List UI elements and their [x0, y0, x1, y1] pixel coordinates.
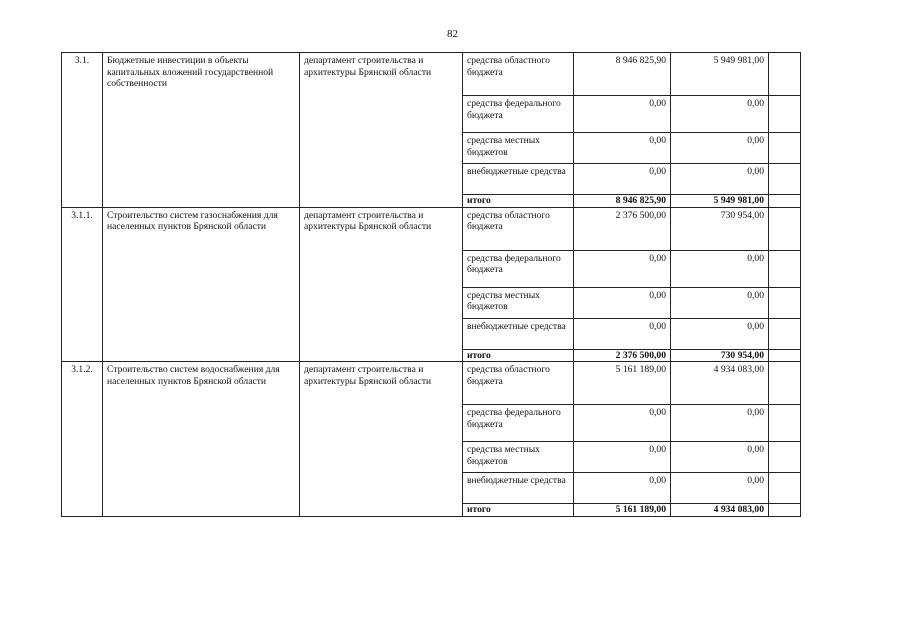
amount-2: 730 954,00	[671, 207, 769, 250]
empty-cell	[769, 207, 801, 250]
amount-2: 0,00	[671, 473, 769, 504]
amount-2: 0,00	[671, 96, 769, 133]
funding-source: внебюджетные средства	[463, 473, 574, 504]
amount-1: 0,00	[574, 164, 671, 195]
amount-2: 0,00	[671, 287, 769, 318]
item-name: Бюджетные инвестиции в объекты капитальных вложений государственной собственности	[103, 53, 300, 208]
total-amount-2: 5 949 981,00	[671, 195, 769, 208]
amount-1: 0,00	[574, 442, 671, 473]
total-amount-2: 730 954,00	[671, 349, 769, 362]
total-label: итого	[463, 195, 574, 208]
item-name: Строительство систем газоснабжения для населенных пунктов Брянской области	[103, 207, 300, 362]
funding-source: средства федерального бюджета	[463, 405, 574, 442]
table-row	[62, 53, 801, 96]
total-label: итого	[463, 349, 574, 362]
funding-source: средства местных бюджетов	[463, 287, 574, 318]
amount-1: 0,00	[574, 133, 671, 164]
amount-1: 0,00	[574, 250, 671, 287]
item-number: 3.1.	[62, 53, 103, 208]
funding-source: средства федерального бюджета	[463, 250, 574, 287]
amount-2: 5 949 981,00	[671, 53, 769, 96]
amount-1: 5 161 189,00	[574, 362, 671, 405]
item-executor: департамент строительства и архитектуры Брянской области	[300, 207, 463, 362]
amount-1: 0,00	[574, 473, 671, 504]
amount-1: 0,00	[574, 405, 671, 442]
amount-1: 8 946 825,90	[574, 53, 671, 96]
table-row	[62, 362, 801, 405]
empty-cell	[769, 442, 801, 473]
amount-1: 0,00	[574, 287, 671, 318]
empty-cell	[769, 164, 801, 195]
item-number: 3.1.2.	[62, 362, 103, 517]
amount-2: 0,00	[671, 318, 769, 349]
empty-cell	[769, 349, 801, 362]
funding-source: внебюджетные средства	[463, 318, 574, 349]
funding-source: средства областного бюджета	[463, 53, 574, 96]
table-row	[62, 207, 801, 250]
amount-2: 0,00	[671, 164, 769, 195]
empty-cell	[769, 53, 801, 96]
empty-cell	[769, 473, 801, 504]
amount-1: 0,00	[574, 96, 671, 133]
funding-source: внебюджетные средства	[463, 164, 574, 195]
funding-source: средства местных бюджетов	[463, 133, 574, 164]
empty-cell	[769, 318, 801, 349]
budget-table	[61, 52, 801, 517]
empty-cell	[769, 405, 801, 442]
amount-1: 0,00	[574, 318, 671, 349]
empty-cell	[769, 287, 801, 318]
amount-2: 0,00	[671, 442, 769, 473]
total-amount-1: 2 376 500,00	[574, 349, 671, 362]
item-executor: департамент строительства и архитектуры Брянской области	[300, 362, 463, 517]
amount-1: 2 376 500,00	[574, 207, 671, 250]
empty-cell	[769, 96, 801, 133]
total-amount-1: 8 946 825,90	[574, 195, 671, 208]
total-amount-2: 4 934 083,00	[671, 504, 769, 517]
page-number: 82	[447, 28, 458, 40]
funding-source: средства федерального бюджета	[463, 96, 574, 133]
empty-cell	[769, 133, 801, 164]
amount-2: 0,00	[671, 250, 769, 287]
empty-cell	[769, 362, 801, 405]
amount-2: 0,00	[671, 133, 769, 164]
empty-cell	[769, 504, 801, 517]
item-name: Строительство систем водоснабжения для населенных пунктов Брянской области	[103, 362, 300, 517]
item-executor: департамент строительства и архитектуры Брянской области	[300, 53, 463, 208]
amount-2: 4 934 083,00	[671, 362, 769, 405]
funding-source: средства областного бюджета	[463, 207, 574, 250]
total-label: итого	[463, 504, 574, 517]
empty-cell	[769, 195, 801, 208]
total-amount-1: 5 161 189,00	[574, 504, 671, 517]
funding-source: средства местных бюджетов	[463, 442, 574, 473]
amount-2: 0,00	[671, 405, 769, 442]
empty-cell	[769, 250, 801, 287]
funding-source: средства областного бюджета	[463, 362, 574, 405]
item-number: 3.1.1.	[62, 207, 103, 362]
